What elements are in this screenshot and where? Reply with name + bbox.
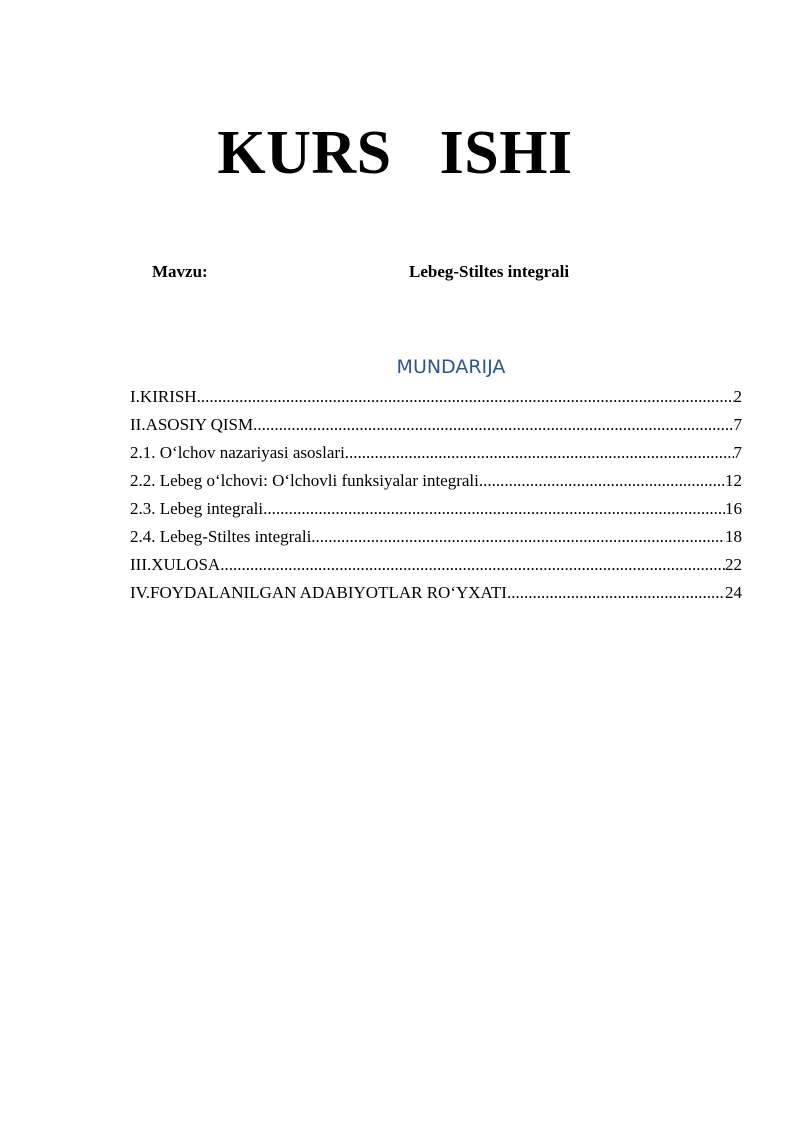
toc-entry-kirish[interactable]: [130, 383, 742, 411]
toc-leader-dots: [253, 411, 733, 439]
toc-leader-dots: [197, 383, 734, 411]
toc-entry-page: 18: [725, 527, 742, 546]
toc-entry-title: I.KIRISH: [130, 387, 197, 406]
topic-value: Lebeg-Stiltes integrali: [409, 262, 570, 281]
toc-entry-2-4[interactable]: [130, 523, 742, 551]
toc-leader-dots: [311, 523, 725, 551]
toc-entry-xulosa[interactable]: [130, 551, 742, 579]
toc-entry-title: IV.FOYDALANILGAN ADABIYOTLAR RO‘YXATI: [130, 583, 507, 602]
toc-leader-dots: [263, 495, 725, 523]
toc-leader-dots: [479, 467, 725, 495]
toc-leader-dots: [220, 551, 725, 579]
toc-entry-title: 2.1. O‘lchov nazariyasi asoslari: [130, 443, 345, 462]
toc-entry-title: III.XULOSA: [130, 555, 221, 574]
toc-entry-page: 2: [733, 387, 742, 406]
toc-entry-title: 2.4. Lebeg-Stiltes integrali: [130, 527, 312, 546]
topic-label: Mavzu:: [152, 262, 208, 281]
page-title: KURS ISHI: [217, 119, 573, 187]
toc-entry-title: II.ASOSIY QISM: [130, 415, 254, 434]
toc-entry-title: 2.2. Lebeg o‘lchovi: O‘lchovli funksiyalar integrali: [130, 471, 479, 490]
toc-entry-page: 12: [725, 471, 742, 490]
toc-entry-2-3[interactable]: [130, 495, 742, 523]
toc-entry-page: 22: [725, 555, 742, 574]
toc-entry-page: 24: [725, 583, 742, 602]
table-of-contents: [130, 383, 742, 607]
toc-entry-2-1[interactable]: [130, 439, 742, 467]
toc-entry-page: 7: [733, 443, 742, 462]
toc-leader-dots: [507, 579, 725, 607]
toc-entry-page: 7: [733, 415, 742, 434]
toc-entry-page: 16: [725, 499, 742, 518]
toc-entry-title: 2.3. Lebeg integrali: [130, 499, 264, 518]
toc-entry-adabiyotlar[interactable]: [130, 579, 742, 607]
toc-heading: MUNDARIJA: [396, 356, 506, 378]
toc-leader-dots: [345, 439, 734, 467]
toc-entry-asosiy-qism[interactable]: [130, 411, 742, 439]
toc-entry-2-2[interactable]: [130, 467, 742, 495]
